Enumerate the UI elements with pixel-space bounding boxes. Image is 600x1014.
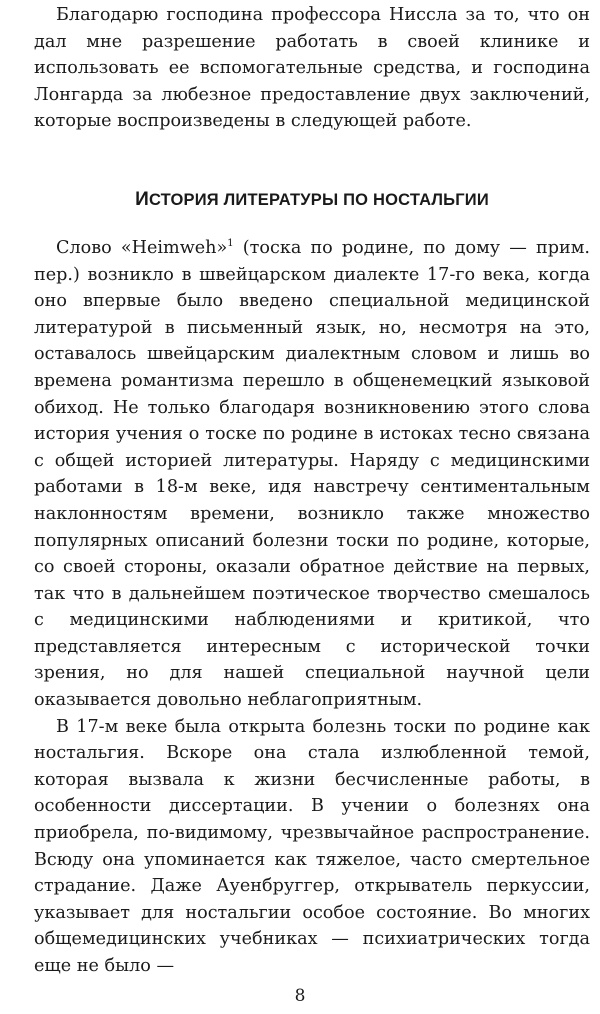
page-number: 8 bbox=[294, 986, 306, 1006]
paragraph-1-text: (тоска по родине, по дому — прим. пер.) возникло в швейцарском диалекте 17-го века, когда оно впервые было введено специальной медицинской литературой в письменный язык, но, несмотря на это, оставалось швейцарским диалектным словом и лишь во времена романтизма перешло в общенемецкий языковой обиход. Не только благодаря возникновению этого слова история учения о тоске по родине в истоках тесно связана с общей историей литературы. Наряду с медицинскими работами в 18-м веке, идя навстречу сентиментальным наклонностям времени, возникло также множество популярных описаний болезни тоски по родине, которые, со своей стороны, оказали обратное действие на первых, так что в дальнейшем поэтическое творчество смешалось с медицинскими наблюдениями и критикой, что представляется интересным с исторической точки зрения, но для нашей специальной научной цели оказывается довольно неблагоприятным. bbox=[34, 237, 590, 711]
section-heading-initial: И bbox=[135, 188, 149, 210]
section-heading-text: СТОРИЯ ЛИТЕРАТУРЫ ПО НОСТАЛЬГИИ bbox=[148, 190, 489, 209]
paragraph-1-lead: Слово «Heimweh» bbox=[56, 237, 228, 258]
section-heading bbox=[34, 189, 590, 211]
footnote-reference[interactable]: 1 bbox=[227, 238, 234, 250]
intro-paragraph: Благодарю господина профессора Ниссла за то, что он дал мне разрешение работать в своей клинике и использовать ее вспомогательные средства, и господина Лонгарда за любезное предоставление двух заключений, которые воспроизведены в следующей работе. bbox=[34, 5, 590, 132]
body-paragraph-2: В 17-м веке была открыта болезнь тоски по родине как ностальгия. Вскоре она стала излюбленной темой, которая вызвала к жизни бесчисленные работы, в особенности диссертации. В учении о болезнях она приобрела, по-видимому, чрезвычайное распространение. Всюду она упоминается как тяжелое, часто смертельное страдание. Даже Ауенбруггер, открыватель перкуссии, указывает для ностальгии особое состояние. Во многих общемедицинских учебниках — психиатрических тогда еще не было — bbox=[34, 716, 590, 976]
body-paragraph-1 bbox=[34, 235, 590, 714]
page-body bbox=[34, 0, 590, 980]
